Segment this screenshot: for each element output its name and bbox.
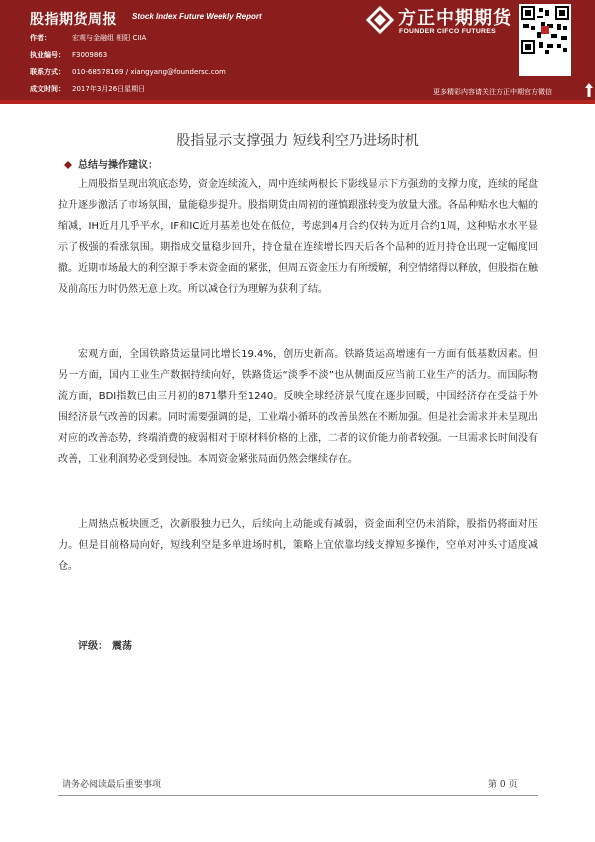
meta-contact [30,67,226,77]
qr-caption: 更多精彩内容请关注方正中期官方微信 [433,88,552,96]
meta-date-label: 成文时间： [30,85,65,93]
section-heading-text: 总结与操作建议： [78,160,158,171]
brand-name: 方正中期期货 [398,8,512,29]
footer-divider [58,795,538,796]
paragraph: 上周股指呈现出筑底态势，资金连续流入，周中连续两根长下影线显示下方强劲的支撑力度，连续的尾盘拉升逐步激活了市场氛围，量能稳步提升。股指期货由周初的谨慎跟涨转变为放量大涨。各品种贴水也大幅的缩减，IH近月几乎平水，IF和IC近月基差也处在低位，考虑到4月合约仅转为近月合约1周，这种贴水水平显示了极强的看涨氛围。期指成交量稳步回升，持仓量在连续增长四天后各个品种的近月持仓出现一定幅度回撤。近期市场最大的利空源于季末资金面的紧张，但周五资金压力有所缓解，利空情绪得以释放，但股指在触及前高压力时仍然无意上攻。所以减仓行为理解为获利了结。 [58,179,538,295]
arrow-up-icon [585,83,593,97]
report-title-en: Stock Index Future Weekly Report [132,12,262,21]
paragraph: 上周热点板块匮乏，次新股独力已久，后续向上动能或有减弱，资金面利空仍未消除，股指仍将面对压力。但是目前格局向好，短线利空是多单进场时机，策略上宜依靠均线支撑短多操作，空单对冲头寸适度减仓。 [58,519,538,572]
qr-code-icon [521,6,569,54]
meta-date-value: 2017年3月26日星期日 [72,85,146,93]
brand-logo-icon [366,6,394,34]
document-title: 股指显示支撑强力 短线利空乃进场时机 [176,133,419,149]
section-heading [64,156,158,171]
rating-value: 震荡 [112,641,132,652]
qr-code[interactable] [519,4,571,76]
header-stripe [0,100,595,104]
diamond-bullet-icon [64,161,72,169]
meta-contact-value[interactable]: 010-68578169 / xiangyang@foundersc.com [72,68,226,76]
page-number: 第 0 页 [488,780,518,790]
paragraph: 宏观方面，全国铁路货运量同比增长19.4%，创历史新高。铁路货运高增速有一方面有低基数因素。但另一方面，国内工业生产数据持续向好，铁路货运“淡季不淡”也从侧面反应当前工业生产的活力。而国际物流方面，BDI指数已由三月初的871攀升至1240。反映全球经济景气度在逐步回暖，中国经济存在受益于外围经济景气改善的因素。同时需要强调的是，工业端小循环的改善虽然在不断加强。但是社会需求并未呈现出对应的改善态势，终端消费的疲弱相对于原材料价格的上涨，二者的议价能力前者较强。一旦需求长时间没有改善，工业利润势必受到侵蚀。本周资金紧张局面仍然会继续存在。 [58,349,538,465]
meta-authors-label: 作者： [30,34,51,42]
rating-label: 评级： [78,641,108,652]
meta-license-value: F3009863 [72,51,108,59]
rating [78,637,132,652]
meta-authors-value: 宏观与金融组 相阳 CIIA [72,34,147,42]
meta-authors [30,33,146,43]
meta-date [30,84,145,94]
report-title: 股指期货周报 [30,12,117,28]
brand-name-en: FOUNDER CIFCO FUTURES [399,28,496,35]
meta-license-label: 执业编号： [30,51,65,59]
footer-disclaimer: 请务必阅读最后重要事项 [62,780,162,790]
meta-license [30,50,107,60]
meta-contact-label: 联系方式： [30,68,65,76]
